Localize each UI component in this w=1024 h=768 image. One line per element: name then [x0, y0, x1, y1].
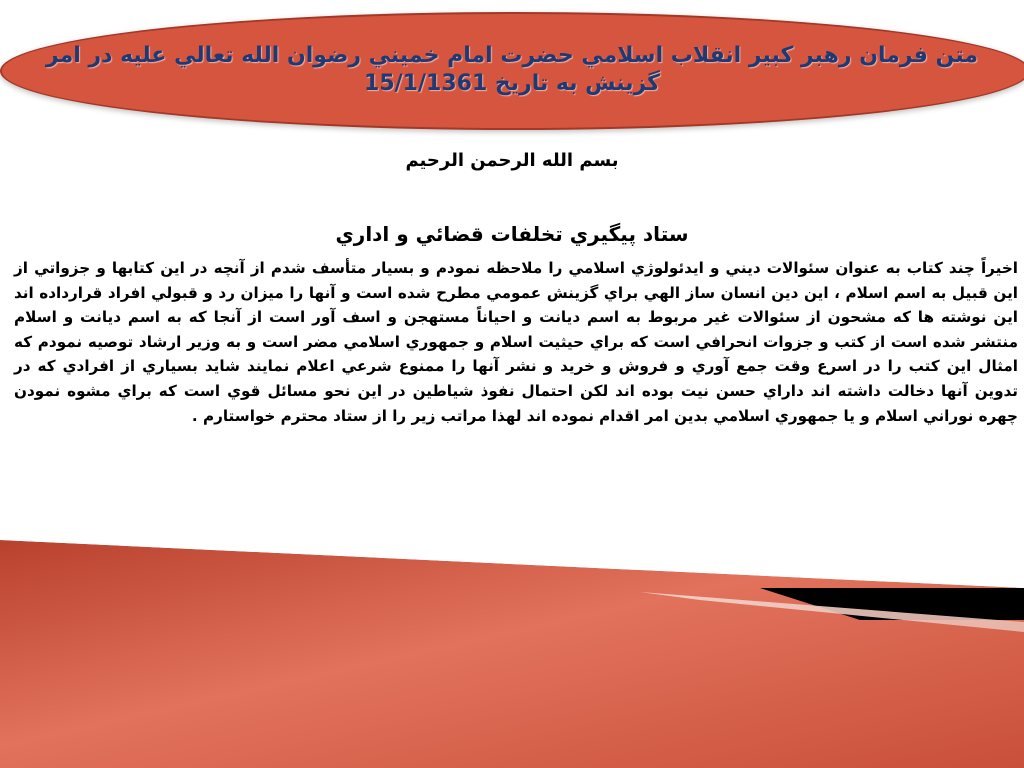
title-line-1: متن فرمان رهبر کبیر انقلاب اسلامي حضرت امام خميني رضوان الله تعالي عليه در امر — [45, 43, 979, 68]
body-paragraph: اخيراً چند كتاب به عنوان سئوالات ديني و ايدئولوژي اسلامي را ملاحظه نمودم و بسيار متأسف شدم از آنچه در اين كتابها و جزواتي از اين قبيل به اسم اسلام ، اين دين انسان ساز الهي براي گزينش عمومي مطرح شده است و آنها را ميزان رد و قبولي افراد قرارداده اند اين نوشته ها كه مشحون از سئوالات غير مربوط به اسم ديانت و احياناً مستهجن و اسف آور است از آنجا كه به اسم ديانت و اسلام منتشر شده است از كتب و جزوات انحرافي است كه براي حيثيت اسلام و جمهوري اسلامي مضر است و به وزير ارشاد توصيه نمودم كه امثال اين كتب را در اسرع وقت جمع آوري و فروش و خريد و نشر آنها را ممنوع شرعي اعلام نمايند شايد بسياري از افرادي كه در تدوين آنها دخالت داشته اند داراي حسن نيت بوده اند لكن احتمال نفوذ شياطين در اين نحو مسائل قوي است كه براي مشوه نمودن چهره نوراني اسلام و يا جمهوري اسلامي بدين امر اقدام نموده اند لهذا مراتب زير را از ستاد محترم خواستارم . — [14, 259, 1018, 425]
section-heading: ستاد پيگيري تخلفات قضائي و اداري — [335, 222, 689, 246]
bottom-decoration — [0, 540, 1024, 768]
slide-title — [0, 42, 1024, 98]
basmala-text: بسم الله الرحمن الرحيم — [405, 150, 619, 171]
title-line-2: گزينش به تاريخ 15/1/1361 — [364, 71, 660, 96]
